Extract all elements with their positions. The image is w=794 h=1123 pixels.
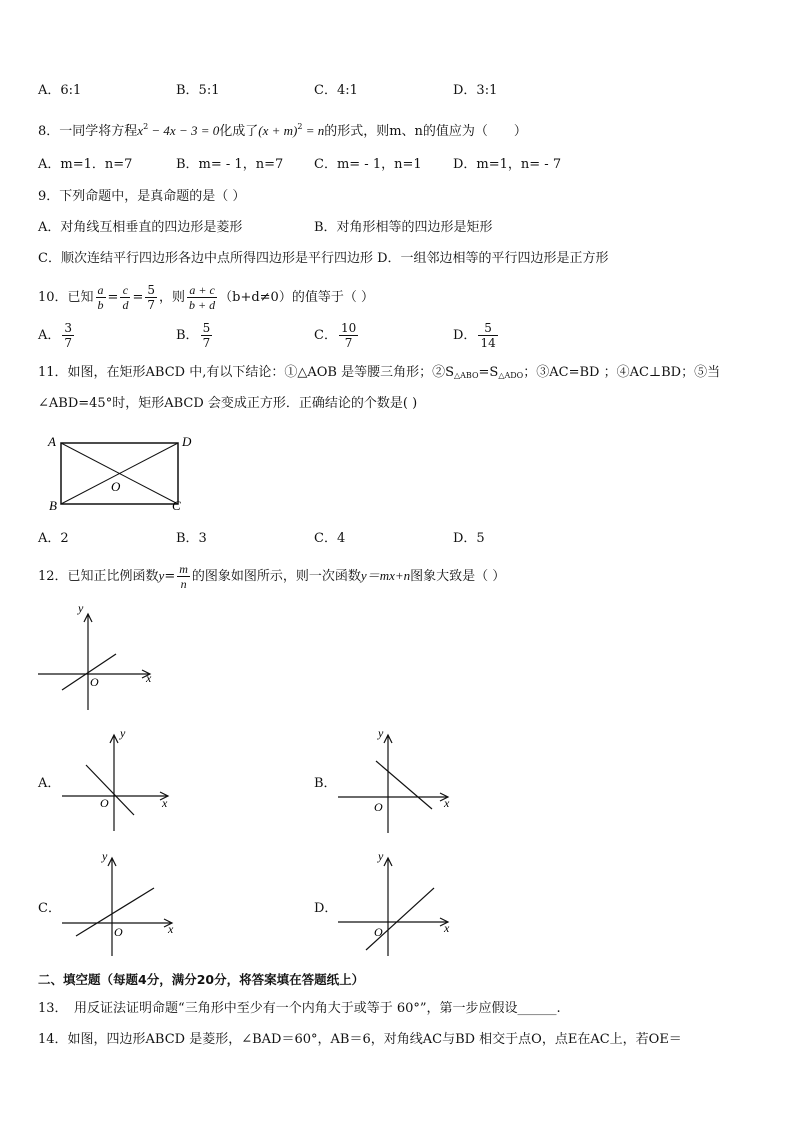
option-c-graph (60, 848, 185, 958)
svg-text:x: x (444, 921, 450, 935)
q12-label-a: A． (38, 776, 61, 791)
fraction-c-d: $\frac{c}{d}$ (122, 283, 129, 312)
proportional-line (62, 654, 116, 690)
q8-option-b: B．m= - 1，n=7 (176, 157, 284, 172)
q12-stem: 12．已知正比例函数y= $\frac{m}{n}$ 的图象如图所示，则一次函数y＝mx+n图象大致是（ ） (38, 562, 506, 591)
q11-stem-line2: ∠ABD=45°时，矩形ABCD 会变成正方形．正确结论的个数是( ) (38, 396, 418, 411)
q12-label-b: B． (314, 776, 337, 791)
q9-stem: 9．下列命题中，是真命题的是（ ） (38, 189, 246, 204)
q10-option-c: C． $\frac{10}{7}$ (314, 321, 357, 350)
label-a: A (48, 434, 56, 449)
option-a-graph (60, 725, 180, 835)
svg-text:y: y (378, 726, 384, 740)
option-b-graph (336, 725, 461, 835)
q8-stem: 8．一同学将方程$x^2 - 4x - 3 = 0$化成了$(x + m)^2 = n$的形式，则m、n的值应为（ ） (38, 122, 527, 139)
q10-option-a: A． $\frac{3}{7}$ (38, 321, 73, 350)
q7-option-a: A．6:1 (38, 83, 82, 98)
axis-x-label: x (146, 671, 152, 685)
given-graph (36, 600, 166, 715)
fraction-5-7: $\frac{5}{7}$ (147, 283, 155, 312)
q10-option-d: D． $\frac{5}{14}$ (453, 321, 496, 350)
q10-option-b: B． $\frac{5}{7}$ (176, 321, 211, 350)
line-a (86, 765, 134, 815)
q10-stem: 10．已知 $\frac{a}{b}$ = $\frac{c}{d}$ = $\frac{5}{7}$ ，则 $\frac{a + c}{b + d}$ （b+d≠0）的值等于（ ） (38, 283, 374, 312)
origin-label: O (90, 675, 99, 689)
label-b: B (49, 498, 57, 513)
line-d (366, 888, 434, 950)
label-d: D (182, 434, 192, 449)
svg-text:y: y (378, 849, 384, 863)
q8-option-c: C．m= - 1，n=1 (314, 157, 422, 172)
axis-y-label: y (78, 601, 84, 615)
svg-text:y: y (120, 726, 126, 740)
q11-option-d: D．5 (453, 531, 485, 546)
q7-option-b: B．5:1 (176, 83, 220, 98)
q11-option-b: B．3 (176, 531, 207, 546)
q7-option-c: C．4:1 (314, 83, 358, 98)
q14-text: 14．如图，四边形ABCD 是菱形，∠BAD＝60°，AB＝6，对角线AC与BD 相交于点O，点E在AC上，若OE＝ (38, 1032, 682, 1047)
option-d-graph (336, 848, 461, 958)
svg-text:O: O (374, 800, 383, 814)
q12-label-d: D． (314, 901, 338, 916)
q11-option-c: C．4 (314, 531, 346, 546)
svg-text:y: y (102, 849, 108, 863)
q9-option-b: B．对角形相等的四边形是矩形 (314, 220, 493, 235)
q13-text: 13． 用反证法证明命题“三角形中至少有一个内角大于或等于 60°”，第一步应假设______. (38, 1001, 561, 1016)
q11-stem-line1: 11．如图，在矩形ABCD 中,有以下结论：①△AOB 是等腰三角形；$②S_{\triangle ABO}=S_{\triangle ADO}$；③AC=BD ；④AC⊥BD；⑤当 (38, 365, 721, 380)
label-o: O (111, 479, 121, 494)
section-title: 二、填空题（每题4分，满分20分，将答案填在答题纸上） (38, 972, 365, 987)
q12-label-c: C． (38, 901, 61, 916)
fraction-a-b: $\frac{a}{b}$ (97, 283, 104, 312)
svg-text:O: O (374, 925, 383, 939)
svg-text:x: x (162, 796, 168, 810)
line-b (376, 761, 432, 809)
label-c: C (172, 498, 181, 513)
q8-option-a: A．m=1．n=7 (38, 157, 133, 172)
svg-text:x: x (168, 922, 174, 936)
fraction-sum: $\frac{a + c}{b + d}$ (189, 283, 216, 312)
q11-option-a: A．2 (38, 531, 69, 546)
svg-text:O: O (114, 925, 123, 939)
q8-option-d: D．m=1，n= - 7 (453, 157, 562, 172)
rectangle-abcd-figure (40, 428, 200, 518)
q7-option-d: D．3:1 (453, 83, 498, 98)
q9-option-cd: C．顺次连结平行四边形各边中点所得四边形是平行四边形 D．一组邻边相等的平行四边形是正方形 (38, 251, 609, 266)
svg-text:x: x (444, 796, 450, 810)
svg-text:O: O (100, 796, 109, 810)
q9-option-a: A．对角线互相垂直的四边形是菱形 (38, 220, 243, 235)
